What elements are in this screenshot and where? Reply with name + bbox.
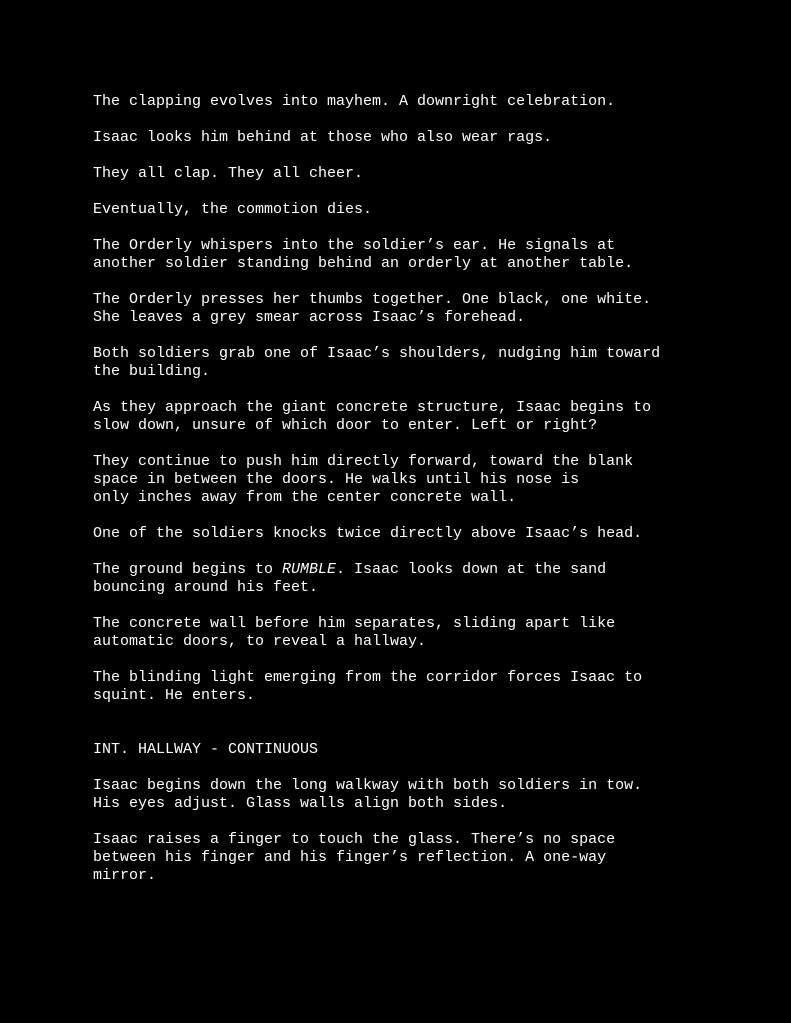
action-paragraph: Isaac raises a finger to touch the glass. There’s no space between his finger and his finger’s reflection. A one-way mirror. xyxy=(93,831,616,884)
action-paragraph: They continue to push him directly forward, toward the blank space in between the doors. He walks until his nose is only inches away from the center concrete wall. xyxy=(93,453,634,506)
action-paragraph: Isaac begins down the long walkway with both soldiers in tow. His eyes adjust. Glass walls align both sides. xyxy=(93,777,643,812)
action-paragraph: The blinding light emerging from the corridor forces Isaac to squint. He enters. xyxy=(93,669,643,704)
scene-heading: INT. HALLWAY - CONTINUOUS xyxy=(93,741,319,758)
action-paragraph: Both soldiers grab one of Isaac’s shoulders, nudging him toward the building. xyxy=(93,345,661,380)
action-paragraph: They all clap. They all cheer. xyxy=(93,165,364,182)
action-paragraph: The Orderly presses her thumbs together. One black, one white. She leaves a grey smear across Isaac’s forehead. xyxy=(93,291,652,326)
rumble-text-after: . Isaac looks down at the sand bouncing around his feet. xyxy=(93,561,607,596)
action-paragraph: The concrete wall before him separates, sliding apart like automatic doors, to reveal a hallway. xyxy=(93,615,616,650)
action-paragraph: Eventually, the commotion dies. xyxy=(93,201,373,218)
rumble-text-before: The ground begins to xyxy=(93,561,283,578)
action-paragraph: One of the soldiers knocks twice directly above Isaac’s head. xyxy=(93,525,643,542)
rumble-emphasis: RUMBLE xyxy=(282,561,337,578)
action-paragraph: The Orderly whispers into the soldier’s ear. He signals at another soldier standing behind an orderly at another table. xyxy=(93,237,634,272)
action-paragraph: As they approach the giant concrete structure, Isaac begins to slow down, unsure of which door to enter. Left or right? xyxy=(93,399,652,434)
action-paragraph: Isaac looks him behind at those who also wear rags. xyxy=(93,129,553,146)
action-paragraph: The clapping evolves into mayhem. A downright celebration. xyxy=(93,93,616,110)
action-paragraph-rumble xyxy=(93,561,733,597)
screenplay-body xyxy=(93,93,733,903)
